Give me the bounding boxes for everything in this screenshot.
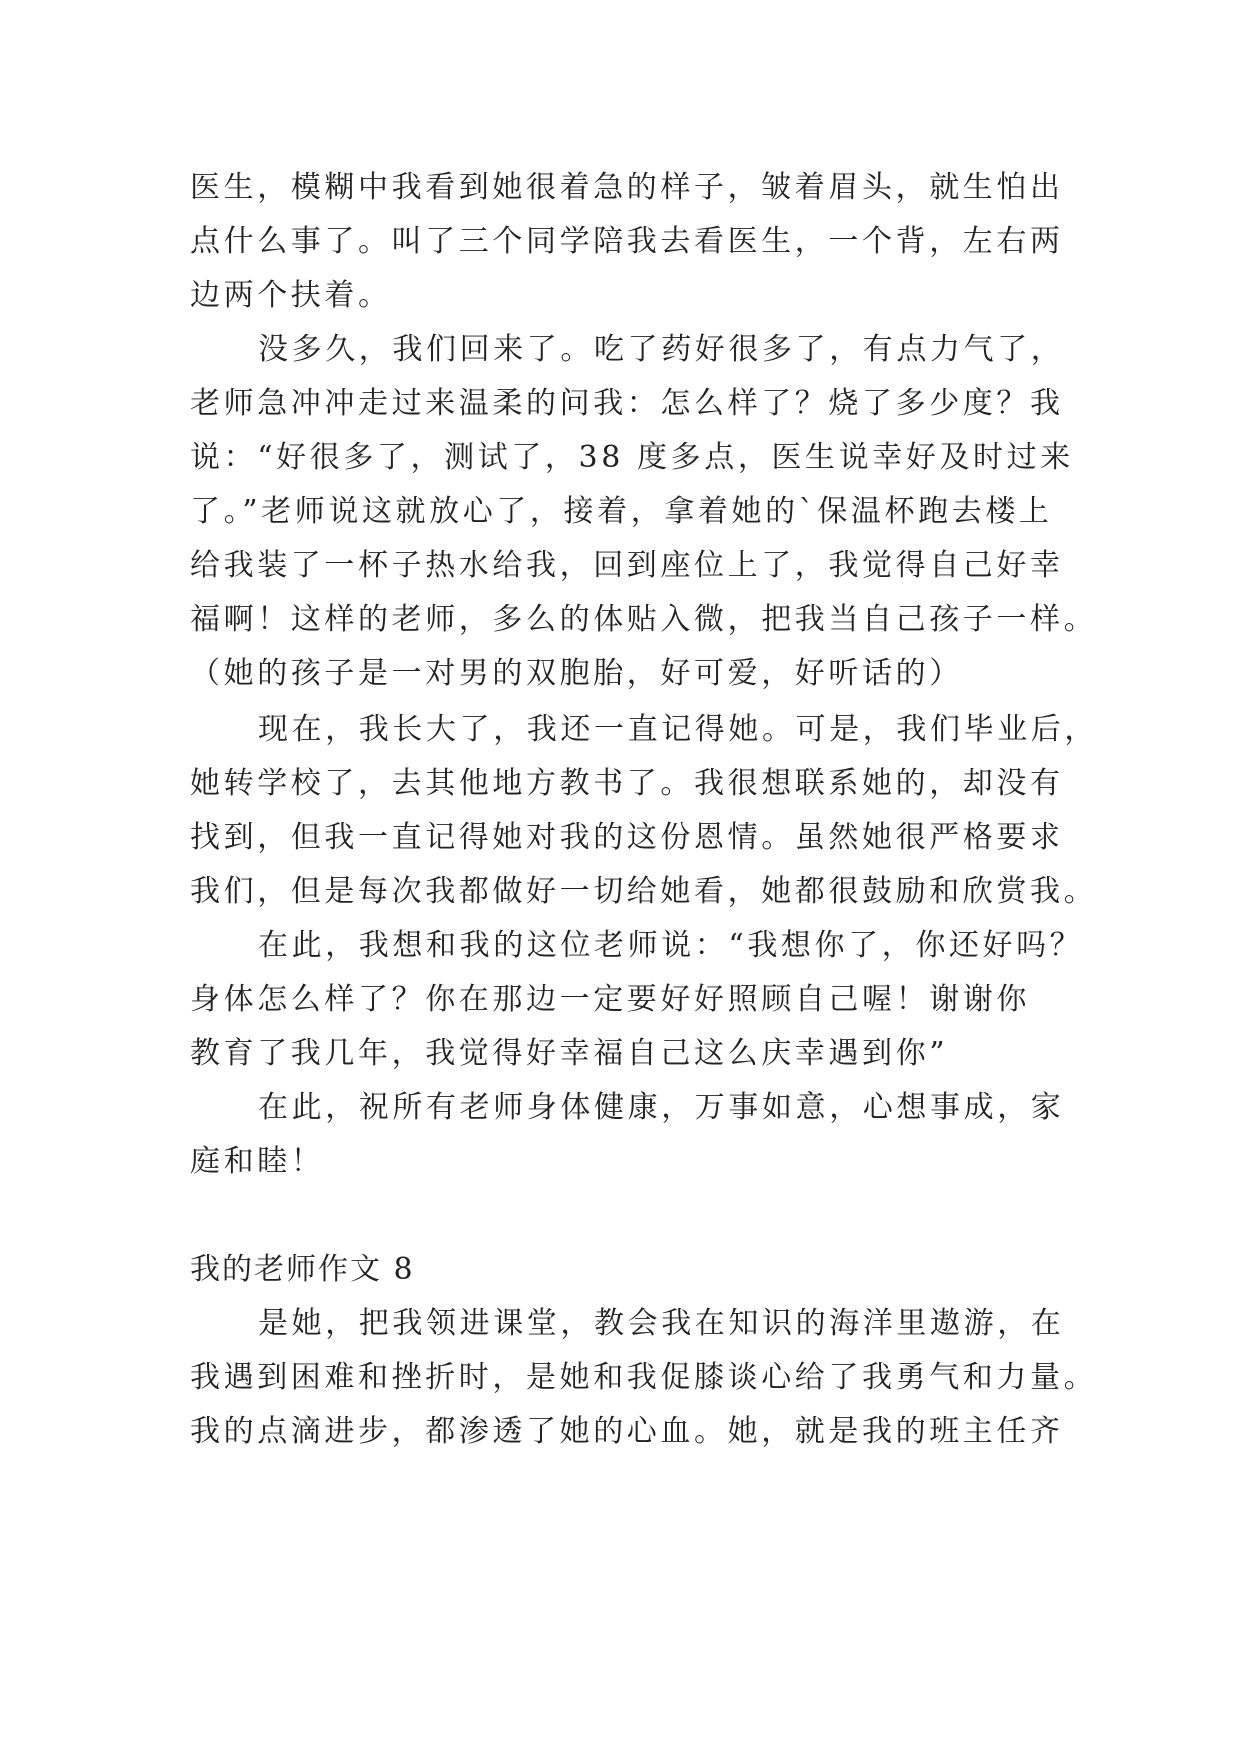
text-line-13: 找到，但我一直记得她对我的这份恩情。虽然她很严格要求 (190, 820, 1064, 855)
text-line-10: （她的孩子是一对男的双胞胎，好可爱，好听话的） (190, 656, 963, 691)
text-line-6: 说：“好很多了，测试了，38 度多点，医生说幸好及时过来 (190, 440, 1074, 475)
text-line-20: 是她，把我领进课堂，教会我在知识的海洋里遨游，在 (258, 1306, 1065, 1341)
section-heading: 我的老师作文 8 (190, 1252, 415, 1287)
text-line-12: 她转学校了，去其他地方教书了。我很想联系她的，却没有 (190, 766, 1064, 801)
text-line-1: 医生，模糊中我看到她很着急的样子，皱着眉头，就生怕出 (190, 170, 1064, 205)
text-line-17: 教育了我几年，我觉得好幸福自己这么庆幸遇到你” (190, 1036, 949, 1071)
text-line-8: 给我装了一杯子热水给我，回到座位上了，我觉得自己好幸 (190, 548, 1064, 583)
text-line-16: 身体怎么样了？你在那边一定要好好照顾自己喔！谢谢你 (190, 982, 1030, 1017)
text-line-21: 我遇到困难和挫折时，是她和我促膝谈心给了我勇气和力量。 (190, 1360, 1098, 1395)
text-line-7: 了。”老师说这就放心了，接着，拿着她的`保温杯跑去楼上 (190, 494, 1053, 529)
text-line-2: 点什么事了。叫了三个同学陪我去看医生，一个背，左右两 (190, 224, 1064, 259)
text-line-14: 我们，但是每次我都做好一切给她看，她都很鼓励和欣赏我。 (190, 874, 1098, 909)
text-line-5: 老师急冲冲走过来温柔的问我：怎么样了？烧了多少度？我 (190, 386, 1064, 421)
text-line-22: 我的点滴进步，都渗透了她的心血。她，就是我的班主任齐 (190, 1414, 1064, 1449)
text-line-18: 在此，祝所有老师身体健康，万事如意，心想事成，家 (258, 1090, 1065, 1125)
text-line-4: 没多久，我们回来了。吃了药好很多了，有点力气了， (258, 332, 1065, 367)
text-line-11: 现在，我长大了，我还一直记得她。可是，我们毕业后， (258, 712, 1098, 747)
text-line-9: 福啊！这样的老师，多么的体贴入微，把我当自己孩子一样。 (190, 602, 1098, 637)
text-line-15: 在此，我想和我的这位老师说：“我想你了，你还好吗？ (258, 928, 1084, 963)
text-line-19: 庭和睦！ (190, 1144, 325, 1179)
text-line-3: 边两个扶着。 (190, 278, 392, 313)
